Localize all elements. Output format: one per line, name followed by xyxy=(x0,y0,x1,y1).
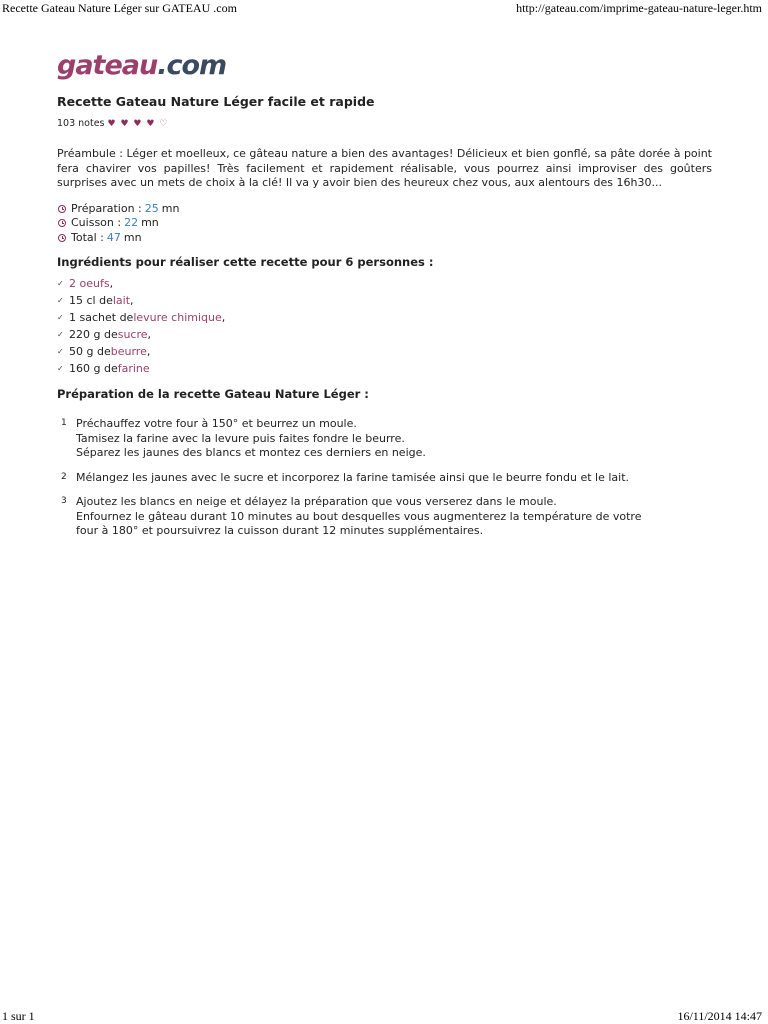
recipe-content xyxy=(57,48,712,539)
ingredient-prefix: 1 sachet de xyxy=(69,311,134,324)
time-value: 25 xyxy=(144,201,159,215)
step-item xyxy=(57,471,712,486)
ingredient-link[interactable]: levure chimique xyxy=(133,311,222,324)
rating-count: 103 notes xyxy=(57,118,105,129)
time-cooking xyxy=(57,216,712,231)
heart-icons xyxy=(108,119,169,129)
ingredients-heading: Ingrédients pour réaliser cette recette pour 6 personnes : xyxy=(57,255,434,269)
step-number: 1 xyxy=(61,418,67,428)
step-number: 3 xyxy=(61,496,67,506)
ingredient-suffix: , xyxy=(221,311,226,324)
full-heart-icons: ♥ ♥ ♥ ♥ xyxy=(107,119,156,129)
ingredient-link[interactable]: lait xyxy=(112,294,131,307)
print-datetime: 16/11/2014 14:47 xyxy=(677,1009,762,1023)
check-icon: ✓ xyxy=(57,296,64,305)
ingredient-item xyxy=(57,309,712,326)
step-text: Préchauffez votre four à 150° et beurrez un moule. Tamisez la farine avec la levure puis faites fondre le beurre. Séparez les jaunes des blancs et montez ces derniers en neige. xyxy=(76,417,426,459)
time-unit: mn xyxy=(161,201,180,215)
step-item xyxy=(57,495,712,539)
clock-icon xyxy=(58,234,66,242)
ingredient-prefix: 50 g de xyxy=(69,345,111,358)
clock-icon xyxy=(58,205,66,213)
step-list xyxy=(57,417,712,539)
check-icon: ✓ xyxy=(57,313,64,322)
print-page-title: Recette Gateau Nature Léger sur GATEAU .com xyxy=(2,1,237,15)
logo-name: gateau xyxy=(57,50,158,81)
ingredient-link[interactable]: 2 oeufs xyxy=(69,277,110,290)
print-url: http://gateau.com/imprime-gateau-nature-leger.htm xyxy=(516,1,762,15)
check-icon: ✓ xyxy=(57,347,64,356)
ingredient-item xyxy=(57,343,712,360)
ingredient-suffix: , xyxy=(147,328,152,341)
ingredient-link[interactable]: sucre xyxy=(117,328,148,341)
ingredient-prefix: 160 g de xyxy=(69,362,118,375)
time-label: Total : xyxy=(71,230,104,244)
step-text: Ajoutez les blancs en neige et délayez la préparation que vous verserez dans le moule. Enfournez le gâteau durant 10 minutes au bout desquelles vous augmenterez la température de votre four à 180° et poursuivrez la cuisson durant 12 minutes supplémentaires. xyxy=(76,495,642,537)
time-total xyxy=(57,231,712,246)
preparation-heading: Préparation de la recette Gateau Nature Léger : xyxy=(57,387,369,401)
page-count: 1 sur 1 xyxy=(2,1009,35,1023)
time-unit: mn xyxy=(123,230,142,244)
time-list xyxy=(57,202,712,246)
check-icon: ✓ xyxy=(57,364,64,373)
ingredient-item xyxy=(57,360,712,377)
preamble: Préambule : Léger et moelleux, ce gâteau nature a bien des avantages! Délicieux et bien gonflé, sa pâte dorée à point fera chavirer vos papilles! Très facilement et rapidement réalisable, vous pourrez ainsi improviser des goûters surprises avec un mets de choix à la clé! Il va y avoir bien des heureux chez vous, aux alentours des 16h30... xyxy=(57,147,712,189)
step-text: Mélangez les jaunes avec le sucre et incorporez la farine tamisée ainsi que le beurre fondu et le lait. xyxy=(76,470,630,484)
ingredient-link[interactable]: farine xyxy=(117,362,150,375)
ingredient-item xyxy=(57,275,712,292)
time-unit: mn xyxy=(141,216,159,229)
step-item xyxy=(57,417,712,461)
site-logo[interactable] xyxy=(57,48,712,84)
rating xyxy=(57,118,712,129)
ingredient-prefix: 220 g de xyxy=(69,328,118,341)
time-value: 22 xyxy=(124,216,139,229)
time-label: Cuisson : xyxy=(71,216,122,229)
ingredient-list xyxy=(57,275,712,377)
step-number: 2 xyxy=(61,471,67,482)
recipe-title: Recette Gateau Nature Léger facile et rapide xyxy=(57,94,375,109)
ingredient-suffix: , xyxy=(130,294,134,307)
time-label: Préparation : xyxy=(71,201,142,215)
ingredient-item xyxy=(57,292,712,309)
ingredient-item xyxy=(57,326,712,343)
ingredient-link[interactable]: beurre xyxy=(110,345,147,358)
ingredient-suffix: , xyxy=(109,277,114,290)
clock-icon xyxy=(58,219,66,227)
check-icon: ✓ xyxy=(57,279,64,288)
ingredient-prefix: 15 cl de xyxy=(69,294,113,307)
check-icon: ✓ xyxy=(57,330,64,339)
time-preparation xyxy=(57,202,712,217)
ingredient-suffix: , xyxy=(146,345,151,358)
logo-tld: .com xyxy=(157,50,227,81)
time-value: 47 xyxy=(106,230,121,244)
empty-heart-icon: ♡ xyxy=(159,119,169,129)
